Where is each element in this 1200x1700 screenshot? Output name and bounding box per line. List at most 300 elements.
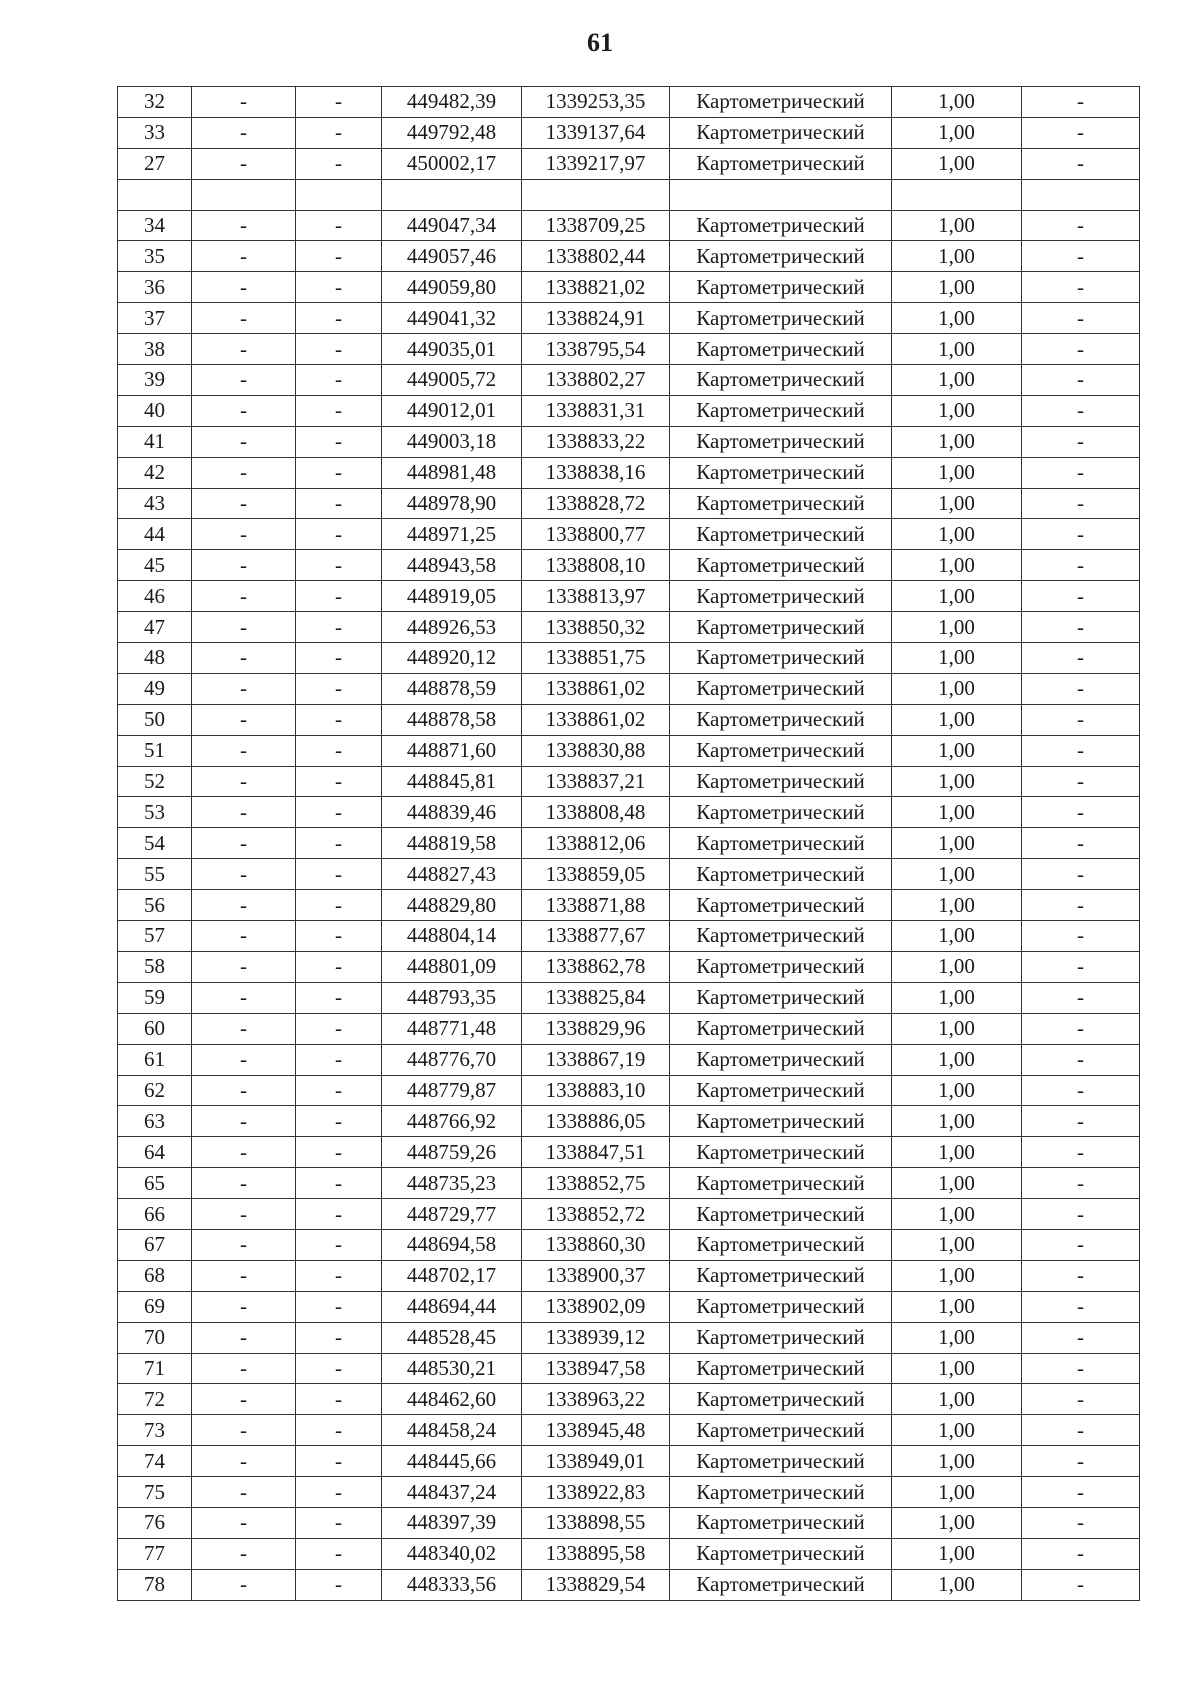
accuracy-cell: 1,00 [892,87,1022,118]
method-cell: Картометрический [670,704,892,735]
point-number-cell: 41 [118,426,192,457]
y-coordinate-cell: 1338859,05 [522,859,670,890]
table-row [118,365,1140,396]
dash-cell: - [192,1291,296,1322]
accuracy-cell: 1,00 [892,859,1022,890]
dash-cell: - [192,951,296,982]
method-cell: Картометрический [670,1199,892,1230]
table-row [118,426,1140,457]
accuracy-cell: 1,00 [892,272,1022,303]
y-coordinate-cell: 1338795,54 [522,334,670,365]
table-row [118,1507,1140,1538]
dash-cell: - [192,395,296,426]
accuracy-cell: 1,00 [892,982,1022,1013]
dash-cell: - [1022,1044,1140,1075]
x-coordinate-cell: 448694,58 [382,1229,522,1260]
accuracy-cell: 1,00 [892,643,1022,674]
accuracy-cell: 1,00 [892,365,1022,396]
point-number-cell: 34 [118,210,192,241]
x-coordinate-cell: 449482,39 [382,87,522,118]
method-cell: Картометрический [670,1415,892,1446]
dash-cell: - [296,1446,382,1477]
accuracy-cell: 1,00 [892,488,1022,519]
dash-cell: - [192,797,296,828]
dash-cell: - [192,210,296,241]
method-cell: Картометрический [670,210,892,241]
dash-cell: - [1022,1168,1140,1199]
method-cell: Картометрический [670,1137,892,1168]
table-row [118,303,1140,334]
point-number-cell: 32 [118,87,192,118]
coordinates-table [117,86,1140,1601]
accuracy-cell: 1,00 [892,1260,1022,1291]
y-coordinate-cell: 1338825,84 [522,982,670,1013]
accuracy-cell: 1,00 [892,951,1022,982]
table-row [118,210,1140,241]
x-coordinate-cell: 448943,58 [382,550,522,581]
table-row [118,241,1140,272]
dash-cell: - [296,1569,382,1600]
x-coordinate-cell: 448694,44 [382,1291,522,1322]
point-number-cell: 64 [118,1137,192,1168]
dash-cell: - [1022,951,1140,982]
point-number-cell: 76 [118,1507,192,1538]
y-coordinate-cell: 1338898,55 [522,1507,670,1538]
point-number-cell: 74 [118,1446,192,1477]
dash-cell: - [192,643,296,674]
point-number-cell: 55 [118,859,192,890]
x-coordinate-cell: 448919,05 [382,581,522,612]
dash-cell: - [1022,1569,1140,1600]
accuracy-cell: 1,00 [892,1322,1022,1353]
method-cell: Картометрический [670,673,892,704]
method-cell: Картометрический [670,1322,892,1353]
table-row [118,1446,1140,1477]
x-coordinate-cell: 448829,80 [382,890,522,921]
accuracy-cell: 1,00 [892,735,1022,766]
y-coordinate-cell: 1338886,05 [522,1106,670,1137]
y-coordinate-cell: 1338850,32 [522,612,670,643]
point-number-cell: 71 [118,1353,192,1384]
dash-cell: - [192,365,296,396]
x-coordinate-cell: 448462,60 [382,1384,522,1415]
dash-cell: - [1022,241,1140,272]
table-row [118,1199,1140,1230]
method-cell: Картометрический [670,890,892,921]
table-row [118,1291,1140,1322]
table-row-blank [118,179,1140,210]
dash-cell: - [1022,1199,1140,1230]
point-number-cell: 52 [118,766,192,797]
method-cell: Картометрический [670,1168,892,1199]
dash-cell: - [192,519,296,550]
x-coordinate-cell: 448981,48 [382,457,522,488]
accuracy-cell: 1,00 [892,1446,1022,1477]
x-coordinate-cell: 448920,12 [382,643,522,674]
method-cell: Картометрический [670,1353,892,1384]
method-cell: Картометрический [670,488,892,519]
dash-cell: - [296,766,382,797]
method-cell: Картометрический [670,766,892,797]
x-coordinate-cell: 449035,01 [382,334,522,365]
point-number-cell: 54 [118,828,192,859]
dash-cell: - [192,982,296,1013]
point-number-cell: 65 [118,1168,192,1199]
dash-cell: - [192,1415,296,1446]
dash-cell: - [296,1044,382,1075]
dash-cell: - [1022,272,1140,303]
dash-cell: - [1022,365,1140,396]
page-number: 61 [587,28,613,57]
empty-cell [522,179,670,210]
method-cell: Картометрический [670,1569,892,1600]
dash-cell: - [192,1106,296,1137]
dash-cell: - [192,426,296,457]
point-number-cell: 53 [118,797,192,828]
table-row [118,828,1140,859]
accuracy-cell: 1,00 [892,704,1022,735]
y-coordinate-cell: 1338861,02 [522,704,670,735]
dash-cell: - [296,334,382,365]
method-cell: Картометрический [670,643,892,674]
dash-cell: - [1022,210,1140,241]
y-coordinate-cell: 1338939,12 [522,1322,670,1353]
y-coordinate-cell: 1338947,58 [522,1353,670,1384]
dash-cell: - [296,210,382,241]
dash-cell: - [1022,1106,1140,1137]
point-number-cell: 39 [118,365,192,396]
y-coordinate-cell: 1338871,88 [522,890,670,921]
method-cell: Картометрический [670,272,892,303]
table-row [118,704,1140,735]
dash-cell: - [296,982,382,1013]
y-coordinate-cell: 1338883,10 [522,1075,670,1106]
point-number-cell: 56 [118,890,192,921]
table-row [118,87,1140,118]
accuracy-cell: 1,00 [892,1075,1022,1106]
table-row [118,797,1140,828]
dash-cell: - [1022,673,1140,704]
accuracy-cell: 1,00 [892,1168,1022,1199]
dash-cell: - [192,766,296,797]
accuracy-cell: 1,00 [892,426,1022,457]
table-row [118,148,1140,179]
y-coordinate-cell: 1338802,44 [522,241,670,272]
y-coordinate-cell: 1338867,19 [522,1044,670,1075]
dash-cell: - [192,828,296,859]
method-cell: Картометрический [670,951,892,982]
table-row [118,1260,1140,1291]
dash-cell: - [192,1229,296,1260]
table-row [118,735,1140,766]
dash-cell: - [192,488,296,519]
dash-cell: - [296,1291,382,1322]
dash-cell: - [296,457,382,488]
dash-cell: - [192,1322,296,1353]
method-cell: Картометрический [670,117,892,148]
y-coordinate-cell: 1338861,02 [522,673,670,704]
dash-cell: - [296,612,382,643]
dash-cell: - [296,735,382,766]
accuracy-cell: 1,00 [892,1477,1022,1508]
dash-cell: - [192,1477,296,1508]
dash-cell: - [192,334,296,365]
method-cell: Картометрический [670,365,892,396]
dash-cell: - [192,148,296,179]
method-cell: Картометрический [670,395,892,426]
dash-cell: - [296,581,382,612]
method-cell: Картометрический [670,828,892,859]
accuracy-cell: 1,00 [892,148,1022,179]
dash-cell: - [296,272,382,303]
table-row [118,117,1140,148]
method-cell: Картометрический [670,797,892,828]
dash-cell: - [296,1137,382,1168]
empty-cell [192,179,296,210]
dash-cell: - [296,859,382,890]
dash-cell: - [1022,117,1140,148]
dash-cell: - [1022,1137,1140,1168]
table-row [118,1477,1140,1508]
point-number-cell: 77 [118,1538,192,1569]
x-coordinate-cell: 448779,87 [382,1075,522,1106]
y-coordinate-cell: 1338828,72 [522,488,670,519]
y-coordinate-cell: 1338922,83 [522,1477,670,1508]
accuracy-cell: 1,00 [892,1384,1022,1415]
table-row [118,550,1140,581]
method-cell: Картометрический [670,457,892,488]
y-coordinate-cell: 1338802,27 [522,365,670,396]
table-row [118,1013,1140,1044]
dash-cell: - [1022,426,1140,457]
dash-cell: - [1022,1384,1140,1415]
dash-cell: - [296,921,382,952]
x-coordinate-cell: 448793,35 [382,982,522,1013]
accuracy-cell: 1,00 [892,117,1022,148]
table-row [118,272,1140,303]
dash-cell: - [296,1168,382,1199]
dash-cell: - [1022,303,1140,334]
point-number-cell: 48 [118,643,192,674]
y-coordinate-cell: 1338709,25 [522,210,670,241]
y-coordinate-cell: 1338830,88 [522,735,670,766]
dash-cell: - [192,1137,296,1168]
accuracy-cell: 1,00 [892,334,1022,365]
dash-cell: - [296,550,382,581]
accuracy-cell: 1,00 [892,890,1022,921]
x-coordinate-cell: 448827,43 [382,859,522,890]
accuracy-cell: 1,00 [892,550,1022,581]
dash-cell: - [296,704,382,735]
dash-cell: - [192,1044,296,1075]
accuracy-cell: 1,00 [892,921,1022,952]
dash-cell: - [1022,704,1140,735]
method-cell: Картометрический [670,1507,892,1538]
x-coordinate-cell: 448528,45 [382,1322,522,1353]
dash-cell: - [1022,488,1140,519]
dash-cell: - [296,117,382,148]
point-number-cell: 47 [118,612,192,643]
dash-cell: - [1022,982,1140,1013]
accuracy-cell: 1,00 [892,210,1022,241]
dash-cell: - [296,87,382,118]
dash-cell: - [1022,1260,1140,1291]
dash-cell: - [296,1353,382,1384]
dash-cell: - [192,1538,296,1569]
x-coordinate-cell: 448978,90 [382,488,522,519]
point-number-cell: 58 [118,951,192,982]
accuracy-cell: 1,00 [892,303,1022,334]
table-row [118,890,1140,921]
accuracy-cell: 1,00 [892,766,1022,797]
dash-cell: - [296,828,382,859]
method-cell: Картометрический [670,1291,892,1322]
dash-cell: - [192,117,296,148]
dash-cell: - [296,1538,382,1569]
accuracy-cell: 1,00 [892,581,1022,612]
accuracy-cell: 1,00 [892,395,1022,426]
dash-cell: - [296,365,382,396]
dash-cell: - [192,921,296,952]
table-row [118,1569,1140,1600]
dash-cell: - [192,859,296,890]
dash-cell: - [192,1353,296,1384]
x-coordinate-cell: 449005,72 [382,365,522,396]
dash-cell: - [296,1260,382,1291]
table-row [118,1075,1140,1106]
method-cell: Картометрический [670,1106,892,1137]
y-coordinate-cell: 1338800,77 [522,519,670,550]
table-row [118,334,1140,365]
point-number-cell: 36 [118,272,192,303]
dash-cell: - [192,457,296,488]
y-coordinate-cell: 1338812,06 [522,828,670,859]
x-coordinate-cell: 448340,02 [382,1538,522,1569]
x-coordinate-cell: 448729,77 [382,1199,522,1230]
point-number-cell: 33 [118,117,192,148]
table-row [118,859,1140,890]
point-number-cell: 69 [118,1291,192,1322]
x-coordinate-cell: 449057,46 [382,241,522,272]
dash-cell: - [192,1569,296,1600]
table-row [118,673,1140,704]
empty-cell [1022,179,1140,210]
point-number-cell: 51 [118,735,192,766]
point-number-cell: 61 [118,1044,192,1075]
dash-cell: - [296,488,382,519]
dash-cell: - [296,1013,382,1044]
dash-cell: - [1022,148,1140,179]
accuracy-cell: 1,00 [892,1199,1022,1230]
dash-cell: - [296,1477,382,1508]
dash-cell: - [192,1260,296,1291]
table-row [118,1322,1140,1353]
dash-cell: - [296,303,382,334]
accuracy-cell: 1,00 [892,1415,1022,1446]
point-number-cell: 72 [118,1384,192,1415]
x-coordinate-cell: 449059,80 [382,272,522,303]
point-number-cell: 38 [118,334,192,365]
dash-cell: - [296,643,382,674]
empty-cell [296,179,382,210]
y-coordinate-cell: 1339253,35 [522,87,670,118]
point-number-cell: 62 [118,1075,192,1106]
dash-cell: - [192,272,296,303]
accuracy-cell: 1,00 [892,1229,1022,1260]
method-cell: Картометрический [670,426,892,457]
dash-cell: - [192,1507,296,1538]
table-row [118,612,1140,643]
dash-cell: - [192,1446,296,1477]
method-cell: Картометрический [670,550,892,581]
y-coordinate-cell: 1338895,58 [522,1538,670,1569]
dash-cell: - [296,1075,382,1106]
y-coordinate-cell: 1338860,30 [522,1229,670,1260]
method-cell: Картометрический [670,921,892,952]
dash-cell: - [1022,643,1140,674]
empty-cell [670,179,892,210]
x-coordinate-cell: 448871,60 [382,735,522,766]
point-number-cell: 60 [118,1013,192,1044]
dash-cell: - [1022,395,1140,426]
table-row [118,1168,1140,1199]
x-coordinate-cell: 449047,34 [382,210,522,241]
point-number-cell: 73 [118,1415,192,1446]
y-coordinate-cell: 1338900,37 [522,1260,670,1291]
accuracy-cell: 1,00 [892,1569,1022,1600]
method-cell: Картометрический [670,1538,892,1569]
x-coordinate-cell: 448878,58 [382,704,522,735]
method-cell: Картометрический [670,859,892,890]
dash-cell: - [296,1199,382,1230]
dash-cell: - [296,1415,382,1446]
y-coordinate-cell: 1338831,31 [522,395,670,426]
x-coordinate-cell: 448839,46 [382,797,522,828]
dash-cell: - [192,581,296,612]
x-coordinate-cell: 448878,59 [382,673,522,704]
point-number-cell: 63 [118,1106,192,1137]
y-coordinate-cell: 1339137,64 [522,117,670,148]
dash-cell: - [296,395,382,426]
dash-cell: - [192,550,296,581]
method-cell: Картометрический [670,612,892,643]
accuracy-cell: 1,00 [892,673,1022,704]
dash-cell: - [1022,890,1140,921]
y-coordinate-cell: 1338821,02 [522,272,670,303]
y-coordinate-cell: 1338963,22 [522,1384,670,1415]
accuracy-cell: 1,00 [892,1353,1022,1384]
point-number-cell: 68 [118,1260,192,1291]
dash-cell: - [1022,612,1140,643]
x-coordinate-cell: 448333,56 [382,1569,522,1600]
dash-cell: - [296,673,382,704]
point-number-cell: 46 [118,581,192,612]
point-number-cell: 49 [118,673,192,704]
point-number-cell: 42 [118,457,192,488]
accuracy-cell: 1,00 [892,1013,1022,1044]
method-cell: Картометрический [670,1384,892,1415]
dash-cell: - [1022,457,1140,488]
method-cell: Картометрический [670,519,892,550]
table-row [118,1044,1140,1075]
method-cell: Картометрический [670,1260,892,1291]
x-coordinate-cell: 449003,18 [382,426,522,457]
x-coordinate-cell: 448735,23 [382,1168,522,1199]
point-number-cell: 27 [118,148,192,179]
y-coordinate-cell: 1338862,78 [522,951,670,982]
y-coordinate-cell: 1338847,51 [522,1137,670,1168]
method-cell: Картометрический [670,1075,892,1106]
